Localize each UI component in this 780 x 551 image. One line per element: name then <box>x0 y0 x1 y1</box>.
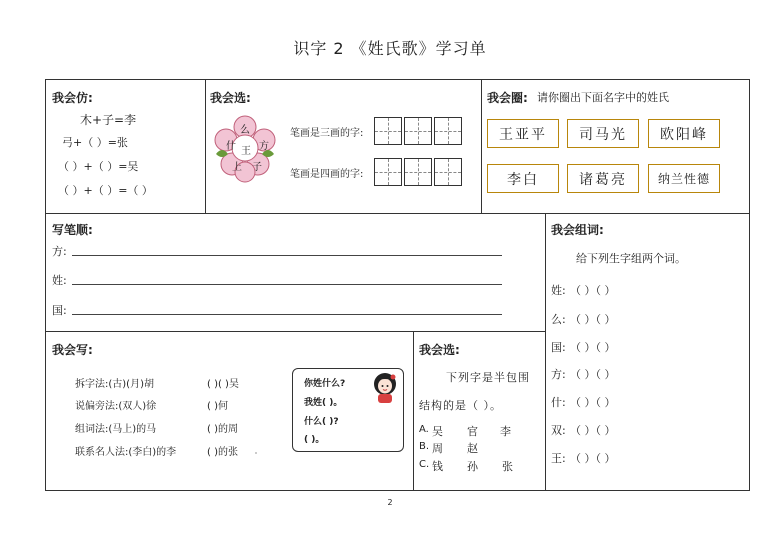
page-title: 识字 2 《姓氏歌》学习单 <box>293 39 487 58</box>
option-b-char-1: 周 <box>432 442 443 455</box>
stroke3-label: 笔画是三画的字: <box>290 128 364 139</box>
stroke-order-line-2[interactable] <box>72 284 502 285</box>
name-card-6[interactable]: 纳兰性德 <box>648 164 720 193</box>
flower-char-5: 上 <box>232 162 242 173</box>
option-c-char-3: 张 <box>502 460 513 473</box>
imitate-line-3[interactable]: （ ）+（ ）=（ ） <box>58 184 153 197</box>
word-group-char-3: 国: <box>551 341 566 354</box>
word-group-blanks-1[interactable]: （ ）（ ） <box>570 284 616 297</box>
girl-avatar-icon <box>372 372 398 404</box>
word-group-char-1: 姓: <box>551 284 566 297</box>
write-method-4: 联系名人法:(李白)的李 <box>75 447 177 458</box>
dialogue-line-3[interactable]: 什么( )? <box>304 417 339 427</box>
write-answer-4[interactable]: ( )的张 <box>207 447 238 458</box>
divider-col2 <box>481 79 482 213</box>
stroke4-box-1[interactable] <box>374 158 402 186</box>
word-group-char-2: 么: <box>551 313 566 326</box>
option-a-char-2: 官 <box>467 425 478 438</box>
word-groups-heading: 我会组词: <box>551 223 604 237</box>
page-number: 2 <box>387 498 393 507</box>
word-group-blanks-4[interactable]: （ ）（ ） <box>570 368 616 381</box>
divider-col1 <box>205 79 206 213</box>
option-c-char-1: 钱 <box>432 460 443 473</box>
write-method-3: 组词法:(马上)的马 <box>75 424 157 435</box>
option-a-letter[interactable]: A. <box>419 424 429 435</box>
stroke-order-line-1[interactable] <box>72 255 502 256</box>
word-group-char-5: 什: <box>551 396 566 409</box>
name-card-3[interactable]: 欧阳峰 <box>648 119 720 148</box>
word-group-char-6: 双: <box>551 424 566 437</box>
word-group-char-4: 方: <box>551 368 566 381</box>
stroke-order-label-2: 姓: <box>52 274 67 287</box>
radical-question-2[interactable]: 结构的是（ ）。 <box>419 399 502 412</box>
write-answer-1[interactable]: ( )( )吴 <box>207 379 239 390</box>
imitate-heading: 我会仿: <box>52 91 93 105</box>
dialogue-line-4[interactable]: ( )。 <box>304 435 325 445</box>
stroke-order-heading: 写笔顺: <box>52 223 93 237</box>
imitate-line-2[interactable]: （ ）+（ ）=吴 <box>58 160 139 173</box>
option-c-char-2: 孙 <box>467 460 478 473</box>
name-card-5[interactable]: 诸葛亮 <box>567 164 639 193</box>
option-b-letter[interactable]: B. <box>419 441 430 452</box>
flower-char-3: 王 <box>241 146 251 157</box>
stroke-order-line-3[interactable] <box>72 314 502 315</box>
stroke3-box-3[interactable] <box>434 117 462 145</box>
stroke3-box-2[interactable] <box>404 117 432 145</box>
dialogue-line-2[interactable]: 我姓( )。 <box>304 398 343 408</box>
option-c-letter[interactable]: C. <box>419 459 430 470</box>
circle-heading: 我会圈: <box>487 91 528 105</box>
radical-question-1: 下列字是半包围 <box>446 371 530 384</box>
flower-char-4: 方 <box>259 141 269 152</box>
write-answer-2[interactable]: ( )何 <box>207 401 228 412</box>
imitate-line-1[interactable]: 弓+（ ）=张 <box>62 136 128 149</box>
flower-char-6: 子 <box>252 162 262 173</box>
write-method-1: 拆字法:(古)(月)胡 <box>75 379 154 390</box>
option-a-char-3: 李 <box>500 425 511 438</box>
word-group-blanks-2[interactable]: （ ）（ ） <box>570 313 616 326</box>
write-heading: 我会写: <box>52 343 93 357</box>
word-group-blanks-5[interactable]: （ ）（ ） <box>570 396 616 409</box>
write-method-2: 说偏旁法:(双人)徐 <box>75 401 157 412</box>
stroke-order-label-1: 方: <box>52 245 67 258</box>
divider-row2 <box>45 331 545 332</box>
stroke4-label: 笔画是四画的字: <box>290 169 364 180</box>
option-b-char-2: 赵 <box>467 442 478 455</box>
choose-strokes-heading: 我会选: <box>210 91 251 105</box>
word-group-blanks-7[interactable]: （ ）（ ） <box>570 452 616 465</box>
word-groups-instruction: 给下列生字组两个词。 <box>576 252 686 265</box>
divider-row1 <box>45 213 750 214</box>
stroke-order-label-3: 国: <box>52 304 67 317</box>
circle-instruction: 请你圈出下面名字中的姓氏 <box>537 91 669 104</box>
flower-char-2: 什 <box>226 141 236 152</box>
dialogue-line-1: 你姓什么? <box>304 379 346 389</box>
speck <box>255 452 257 454</box>
divider-col3 <box>545 213 546 491</box>
divider-col4 <box>413 331 414 491</box>
stroke4-box-2[interactable] <box>404 158 432 186</box>
option-a-char-1: 吴 <box>432 425 443 438</box>
word-group-char-7: 王: <box>551 452 566 465</box>
word-group-blanks-6[interactable]: （ ）（ ） <box>570 424 616 437</box>
imitate-example: 木+子=李 <box>80 113 137 127</box>
name-card-4[interactable]: 李白 <box>487 164 559 193</box>
word-group-blanks-3[interactable]: （ ）（ ） <box>570 341 616 354</box>
stroke3-box-1[interactable] <box>374 117 402 145</box>
stroke4-box-3[interactable] <box>434 158 462 186</box>
name-card-2[interactable]: 司马光 <box>567 119 639 148</box>
choose-radical-heading: 我会选: <box>419 343 460 357</box>
flower-char-1: 么 <box>240 125 250 136</box>
write-answer-3[interactable]: ( )的周 <box>207 424 238 435</box>
name-card-1[interactable]: 王亚平 <box>487 119 559 148</box>
